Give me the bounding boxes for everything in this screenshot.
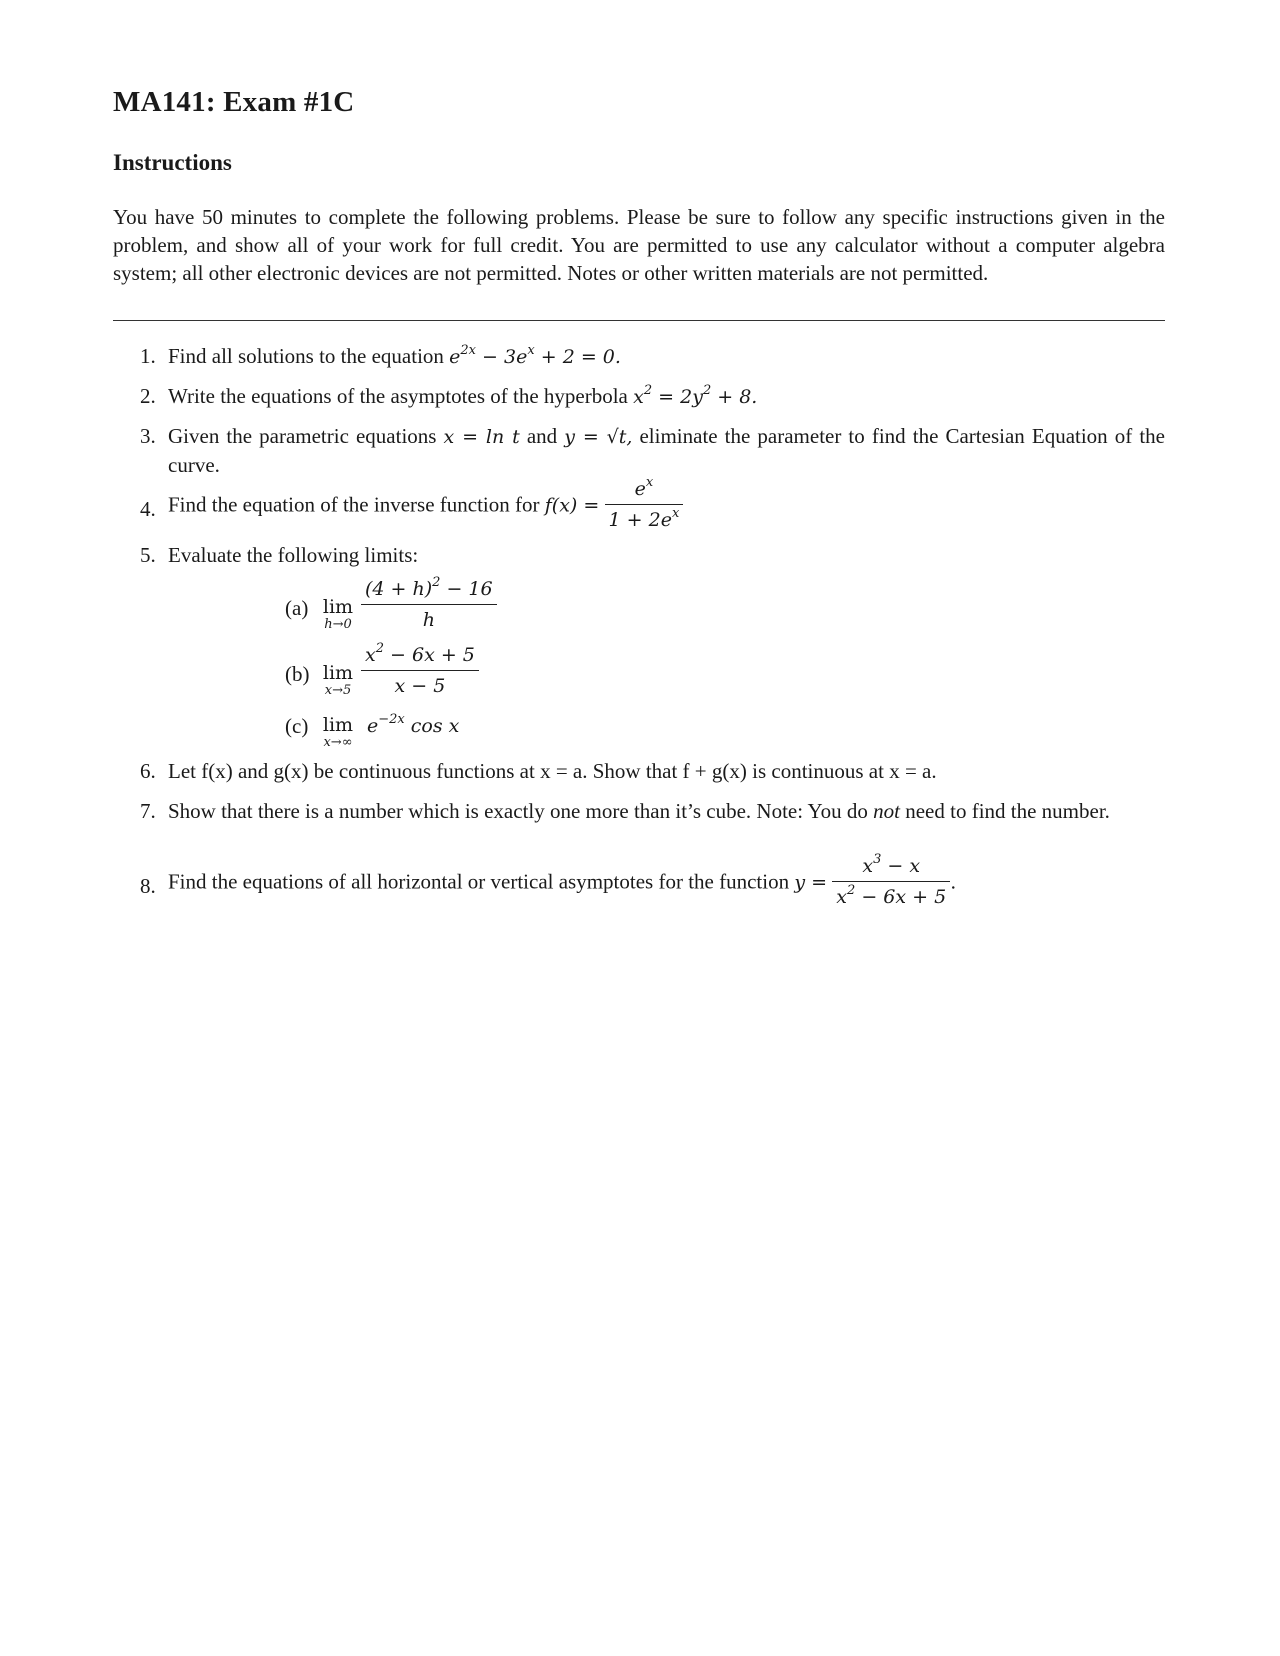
fraction-denominator: x − 5 (361, 670, 479, 698)
problem-number: 4. (140, 497, 156, 521)
lim-subscript: x→5 (324, 683, 352, 698)
emphasis-not: not (873, 799, 900, 823)
instructions-heading: Instructions (113, 150, 232, 175)
problem-number: 1. (140, 344, 156, 368)
problem-text: Evaluate the following limits: (168, 543, 419, 567)
problem-prompt: Find the equation of the inverse function for (168, 492, 540, 517)
problem-text (168, 474, 1165, 534)
problem-prompt: Given the parametric equations (168, 424, 437, 448)
problem-number: 7. (140, 799, 156, 823)
problem-text (168, 382, 1165, 411)
problem-equation: $x^2 = 2y^2 + 8$. (633, 382, 758, 408)
problem-text (168, 342, 1165, 371)
function-lhs: f(x) = (544, 494, 600, 517)
limit-operator (318, 596, 358, 632)
lim-word: lim (322, 596, 354, 618)
trailing-period: . (950, 871, 957, 894)
problem-number: 2. (140, 384, 156, 408)
problem-number: 6. (140, 759, 156, 783)
problem-number: 8. (140, 874, 156, 898)
fraction-numerator: $(4 + h)^2 - 16$ (365, 574, 493, 600)
limit-operator (318, 714, 358, 750)
problem-text (168, 851, 1165, 911)
problem-equation: $e^{2x} - 3e^x + 2 = 0$. (449, 342, 621, 368)
section-divider (113, 320, 1165, 321)
problem-prompt-rest: need to find the number. (905, 799, 1110, 823)
fraction-denominator: $x^2 - 6x + 5$ (832, 881, 950, 909)
limit-part-a (285, 574, 545, 637)
problem-text (168, 797, 1165, 825)
fraction-denominator: $1 + 2e^x$ (605, 504, 684, 532)
fraction (361, 574, 497, 632)
limit-operator (318, 662, 358, 698)
instructions-text: You have 50 minutes to complete the following problems. Please be sure to follow any specific instructions given in the problem, and show all of your work for full credit. You are permitted to use any calculator without a computer algebra system; all other electronic devices are not permitted. Notes or other written materials are not permitted. (113, 205, 1165, 285)
problem-prompt-rest: eliminate the parameter to find the Cartesian Equation of the curve. (168, 424, 1165, 477)
problem-prompt: Show that there is a number which is exactly one more than it’s cube. Note: You do (168, 799, 868, 823)
problem-text: Let f(x) and g(x) be continuous functions at x = a. Show that f + g(x) is continuous at x = a. (168, 759, 937, 783)
problem-prompt: Find all solutions to the equation (168, 344, 444, 368)
part-label: (a) (285, 596, 309, 620)
fraction-numerator: $x^2 - 6x + 5$ (365, 640, 475, 666)
limit-part-c (285, 708, 545, 754)
problem-prompt: Find the equations of all horizontal or vertical asymptotes for the function (168, 869, 790, 894)
problem-text (168, 422, 1165, 479)
fraction (605, 474, 684, 532)
lim-subscript: h→0 (324, 617, 352, 632)
parametric-y: y = √t, (564, 426, 633, 448)
fraction-numerator: $e^x$ (634, 474, 654, 500)
fraction-numerator: $x^3 - x$ (862, 851, 921, 877)
problem-number: 3. (140, 424, 156, 448)
limit-part-b (285, 640, 545, 703)
problem-number: 5. (140, 543, 156, 567)
lim-word: lim (322, 714, 354, 736)
parametric-x: x = ln t (443, 426, 520, 448)
page-title: MA141: Exam #1C (113, 86, 355, 118)
function-lhs: y = (794, 871, 828, 894)
lim-subscript: x→∞ (323, 735, 353, 750)
conjunction: and (526, 424, 558, 448)
fraction-denominator: h (361, 604, 497, 632)
problem-prompt: Write the equations of the asymptotes of the hyperbola (168, 384, 628, 408)
part-label: (c) (285, 714, 309, 738)
fraction (361, 640, 479, 698)
lim-word: lim (322, 662, 354, 684)
fraction (832, 851, 950, 909)
limit-expression: $e^{-2x}$ cos x (367, 711, 460, 737)
part-label: (b) (285, 662, 310, 686)
